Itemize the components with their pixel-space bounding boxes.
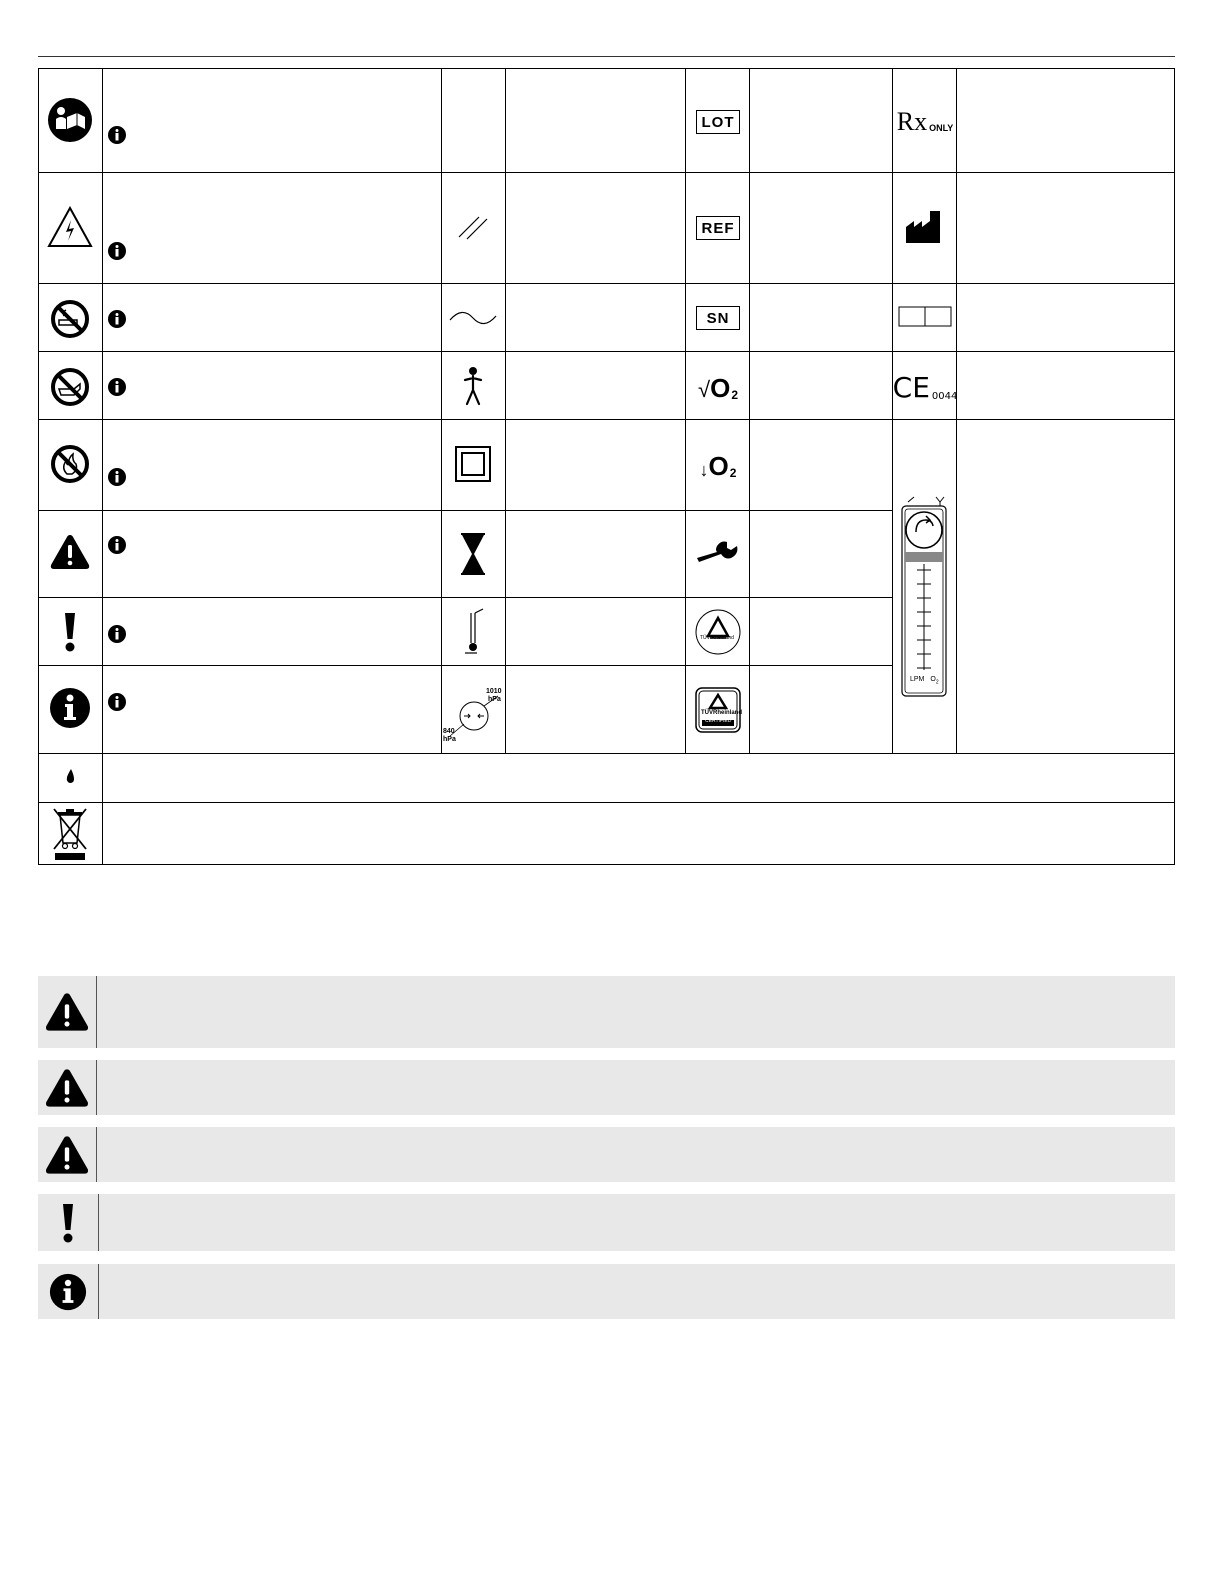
alternating-current-icon (448, 304, 498, 332)
symbol-table (38, 68, 1175, 865)
warning-notice-icon-cell (38, 1060, 97, 1115)
col-divider (749, 68, 750, 753)
manufacturer-icon (902, 206, 946, 248)
row-divider (38, 283, 1175, 284)
o2-check-label: O (710, 373, 731, 403)
caution-exclamation-icon (58, 609, 82, 655)
row-divider (38, 172, 1175, 173)
caution-notice-icon-cell (38, 1194, 99, 1251)
information-icon (48, 686, 92, 730)
info-icon (108, 625, 126, 643)
serial-number-badge: SN (696, 306, 740, 330)
no-oil-icon (48, 365, 92, 409)
o2-low-sub: 2 (729, 466, 737, 480)
info-icon (108, 242, 126, 260)
row-divider (38, 351, 1175, 352)
o2-check-sub: 2 (731, 388, 738, 402)
warning-icon (44, 1067, 90, 1109)
ce-mark-text: CE (892, 371, 930, 404)
info-icon (108, 468, 126, 486)
warning-notice-1 (38, 976, 1175, 1048)
service-wrench-icon (694, 534, 742, 574)
caution-exclamation-icon (61, 1202, 75, 1244)
rx-only-symbol (896, 104, 954, 140)
warning-notice-icon-cell (38, 976, 97, 1048)
flowmeter-unit-text: LPM (910, 676, 925, 683)
lot-number-badge: LOT (696, 110, 740, 134)
temperature-limit-icon (458, 605, 488, 657)
col-divider (685, 68, 686, 753)
tuv-rheinland-mark (692, 606, 744, 658)
pressure-low-unit: hPa (443, 736, 456, 743)
warning-icon (48, 530, 92, 574)
class-ii-equipment-icon (451, 444, 495, 484)
ce-mark (894, 370, 956, 406)
tuv-cert-text: TÜVRheinland (701, 710, 743, 716)
oxygen-low-symbol: ↓ O $_2$ (699, 451, 737, 481)
warning-notice-2 (38, 1060, 1175, 1115)
type-b-applied-part-icon (458, 362, 488, 410)
pressure-high-unit: hPa (488, 696, 501, 703)
no-smoking-icon (48, 297, 92, 341)
info-icon (108, 378, 126, 396)
flowmeter-diagram (896, 492, 952, 702)
read-manual-icon (46, 96, 94, 144)
rx-only: ONLY (929, 123, 954, 133)
header-rule (38, 56, 1175, 57)
info-icon (108, 126, 126, 144)
warning-notice-icon-cell (38, 1127, 97, 1182)
col-divider (505, 68, 506, 753)
rx-main: Rx (896, 107, 928, 136)
direct-current-icon (451, 205, 495, 249)
info-icon (108, 693, 126, 711)
pressure-high-value: 1010 (486, 688, 502, 695)
information-notice-icon-cell (38, 1264, 99, 1319)
tuv-text: TÜV Rheinland (700, 635, 734, 641)
atmospheric-pressure-icon (442, 682, 506, 748)
row-divider (38, 802, 1175, 803)
o2-low-label: O (708, 451, 729, 481)
row-divider (38, 510, 892, 511)
warning-icon (44, 1134, 90, 1176)
flowmeter-gas: O (930, 676, 936, 683)
flowmeter-unit (910, 676, 939, 685)
row-divider (38, 665, 892, 666)
no-open-flame-icon (48, 442, 92, 486)
tuv-certified-mark (692, 684, 744, 736)
row-divider (38, 753, 1175, 754)
info-icon (108, 310, 126, 328)
row-divider (38, 419, 1175, 420)
weee-disposal-icon (50, 806, 90, 862)
information-notice (38, 1264, 1175, 1319)
info-icon (108, 536, 126, 554)
pressure-low-value: 840 (443, 728, 455, 735)
col-divider (892, 68, 893, 753)
date-of-manufacture-box (898, 306, 952, 328)
information-icon (49, 1273, 87, 1311)
humidity-limit-icon (458, 530, 488, 578)
water-drop-icon (60, 764, 80, 788)
warning-notice-3 (38, 1127, 1175, 1182)
flowmeter-gas-sub: 2 (935, 679, 939, 686)
table-border (38, 68, 1175, 865)
warning-icon (44, 991, 90, 1033)
reference-number-badge: REF (696, 216, 740, 240)
tuv-cert-label: CERTIFIED (705, 718, 732, 724)
col-divider (441, 68, 442, 753)
row-divider (38, 597, 892, 598)
oxygen-check-symbol: √ O $_2$ (698, 373, 738, 403)
electric-hazard-icon (46, 203, 94, 251)
caution-notice (38, 1194, 1175, 1251)
col-divider (102, 68, 103, 865)
ce-notified-body: 0044 (931, 391, 958, 402)
col-divider (956, 68, 957, 753)
